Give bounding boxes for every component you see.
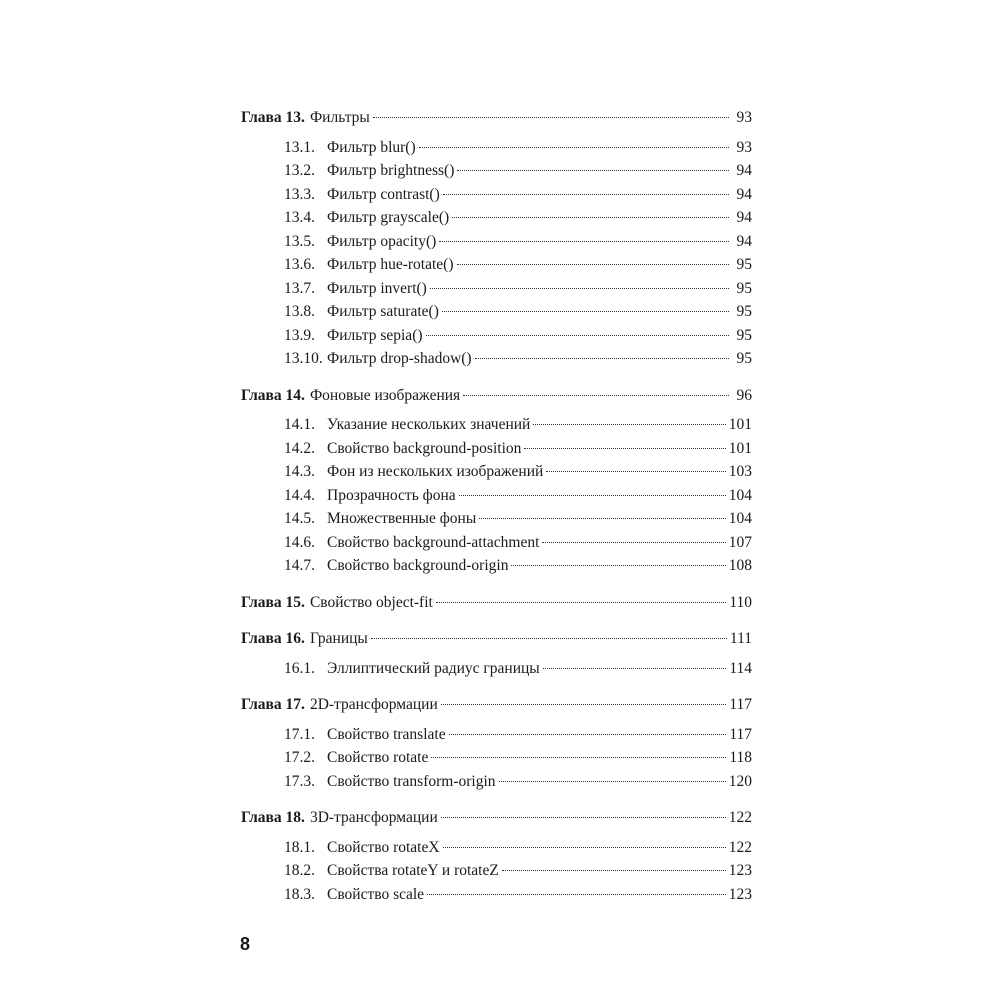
chapter-label: Глава 13. — [241, 109, 305, 126]
section-list — [241, 651, 752, 681]
dot-leader — [499, 781, 726, 782]
dot-leader — [457, 264, 730, 265]
section-number: 13.1. — [284, 138, 315, 156]
dot-leader — [533, 424, 725, 425]
section-heading — [284, 413, 530, 437]
section-page-number: 93 — [736, 138, 752, 156]
section-title: Свойства rotateY и rotateZ — [327, 862, 499, 879]
section-entry — [241, 657, 752, 681]
section-page-number: 95 — [736, 350, 752, 367]
section-heading — [284, 657, 540, 681]
section-entry — [241, 183, 752, 207]
chapter-title: 3D-трансформации — [309, 809, 438, 826]
section-heading — [284, 206, 449, 230]
section-heading — [284, 484, 456, 508]
section-title: Множественные фоны — [327, 510, 477, 527]
dot-leader — [443, 194, 729, 195]
section-page-number: 123 — [728, 885, 752, 903]
section-title: Свойство transform-origin — [327, 772, 496, 790]
section-page-number: 122 — [728, 838, 752, 856]
section-number: 18.2. — [284, 862, 315, 879]
section-title: Фильтр blur() — [327, 138, 416, 156]
page-number: 8 — [240, 934, 251, 954]
dot-leader — [427, 894, 726, 895]
section-number: 14.2. — [284, 439, 315, 457]
section-entry — [241, 484, 752, 508]
section-entry — [241, 723, 752, 747]
dot-leader — [371, 638, 727, 639]
section-entry — [241, 253, 752, 277]
section-entry — [241, 531, 752, 555]
section-number: 18.1. — [284, 838, 315, 856]
section-heading — [284, 859, 499, 883]
chapter-heading — [241, 806, 438, 830]
section-number: 14.6. — [284, 533, 315, 551]
section-list — [241, 717, 752, 794]
dot-leader — [439, 241, 729, 242]
section-title: Свойство scale — [327, 885, 425, 903]
chapter-heading — [241, 591, 433, 615]
section-title: Свойство background-position — [327, 439, 522, 457]
section-number: 13.5. — [284, 232, 315, 250]
section-entry — [241, 230, 752, 254]
section-title: Фильтр opacity() — [327, 232, 437, 250]
dot-leader — [511, 565, 725, 566]
dot-leader — [419, 147, 729, 148]
section-entry — [241, 136, 752, 160]
section-heading — [284, 460, 543, 484]
chapter-entry — [241, 627, 752, 651]
section-entry — [241, 437, 752, 461]
chapter-page-number: 110 — [729, 593, 752, 611]
chapter-block — [241, 384, 752, 578]
section-title: Фильтр invert() — [327, 279, 427, 297]
section-entry — [241, 770, 752, 794]
dot-leader — [449, 734, 727, 735]
section-number: 13.7. — [284, 279, 315, 297]
chapter-page-number: 96 — [736, 386, 752, 404]
section-title: Свойство rotate — [327, 749, 429, 766]
section-entry — [241, 836, 752, 860]
dot-leader — [524, 448, 725, 449]
section-title: Свойство background-origin — [327, 557, 509, 574]
section-number: 14.4. — [284, 486, 315, 504]
section-heading — [284, 746, 428, 770]
section-number: 14.7. — [284, 557, 315, 574]
section-number: 13.2. — [284, 162, 315, 179]
chapter-entry — [241, 591, 752, 615]
section-page-number: 103 — [728, 463, 752, 480]
section-number: 16.1. — [284, 659, 315, 677]
section-entry — [241, 883, 752, 907]
chapter-page-number: 122 — [728, 809, 752, 826]
section-entry — [241, 859, 752, 883]
dot-leader — [443, 847, 726, 848]
section-entry — [241, 460, 752, 484]
chapter-title: Свойство object-fit — [309, 593, 433, 611]
table-of-contents — [241, 106, 752, 906]
section-number: 17.2. — [284, 749, 315, 766]
section-entry — [241, 324, 752, 348]
section-page-number: 104 — [728, 510, 752, 527]
section-page-number: 120 — [728, 772, 752, 790]
section-entry — [241, 507, 752, 531]
section-heading — [284, 883, 424, 907]
section-heading — [284, 347, 472, 371]
section-heading — [284, 554, 508, 578]
dot-leader — [441, 817, 726, 818]
dot-leader — [479, 518, 726, 519]
section-list — [241, 407, 752, 578]
section-entry — [241, 277, 752, 301]
section-page-number: 94 — [736, 185, 752, 203]
chapter-block — [241, 806, 752, 906]
section-title: Фон из нескольких изображений — [327, 463, 544, 480]
section-entry — [241, 206, 752, 230]
dot-leader — [463, 395, 729, 396]
dot-leader — [459, 495, 726, 496]
section-number: 13.10. — [284, 350, 323, 367]
section-list — [241, 130, 752, 371]
chapter-block — [241, 693, 752, 793]
section-page-number: 101 — [728, 416, 752, 433]
section-title: Фильтр contrast() — [327, 185, 440, 203]
section-entry — [241, 159, 752, 183]
chapter-heading — [241, 106, 370, 130]
dot-leader — [436, 602, 726, 603]
section-number: 13.3. — [284, 185, 315, 203]
chapter-block — [241, 106, 752, 371]
chapter-title: Границы — [309, 630, 368, 647]
chapter-entry — [241, 106, 752, 130]
dot-leader — [502, 870, 726, 871]
section-page-number: 118 — [729, 749, 752, 766]
section-heading — [284, 437, 521, 461]
chapter-block — [241, 591, 752, 615]
dot-leader — [546, 471, 725, 472]
section-number: 17.3. — [284, 772, 315, 790]
dot-leader — [441, 704, 727, 705]
section-page-number: 95 — [736, 303, 752, 320]
section-heading — [284, 723, 446, 747]
section-heading — [284, 230, 436, 254]
section-heading — [284, 300, 439, 324]
chapter-label: Глава 15. — [241, 593, 305, 611]
section-title: Фильтр brightness() — [327, 162, 455, 179]
section-title: Фильтр drop-shadow() — [327, 350, 472, 367]
chapter-title: 2D-трансформации — [309, 696, 438, 713]
section-heading — [284, 183, 440, 207]
dot-leader — [426, 335, 729, 336]
chapter-label: Глава 18. — [241, 809, 305, 826]
section-heading — [284, 507, 476, 531]
section-entry — [241, 300, 752, 324]
section-heading — [284, 531, 539, 555]
section-number: 13.6. — [284, 256, 315, 273]
chapter-heading — [241, 627, 368, 651]
section-number: 14.3. — [284, 463, 315, 480]
section-page-number: 123 — [728, 862, 752, 879]
section-title: Прозрачность фона — [327, 486, 456, 504]
section-title: Эллиптический радиус границы — [327, 659, 540, 677]
section-title: Свойство translate — [327, 725, 446, 743]
section-number: 18.3. — [284, 885, 315, 903]
section-heading — [284, 836, 440, 860]
section-title: Фильтр sepia() — [327, 326, 423, 344]
section-number: 14.5. — [284, 510, 315, 527]
dot-leader — [542, 542, 725, 543]
section-title: Фильтр hue-rotate() — [327, 256, 454, 273]
dot-leader — [442, 311, 729, 312]
section-page-number: 114 — [729, 659, 752, 677]
chapter-label: Глава 14. — [241, 386, 305, 404]
chapter-title: Фильтры — [309, 109, 370, 126]
section-page-number: 94 — [736, 209, 752, 226]
dot-leader — [452, 217, 729, 218]
section-page-number: 95 — [736, 279, 752, 297]
section-title: Фильтр saturate() — [327, 303, 439, 320]
section-heading — [284, 324, 423, 348]
section-number: 13.4. — [284, 209, 315, 226]
section-heading — [284, 253, 454, 277]
dot-leader — [430, 288, 729, 289]
section-title: Указание нескольких значений — [327, 416, 531, 433]
section-page-number: 117 — [729, 725, 752, 743]
section-title: Фильтр grayscale() — [327, 209, 450, 226]
chapter-entry — [241, 384, 752, 408]
chapter-label: Глава 16. — [241, 630, 305, 647]
section-title: Свойство rotateX — [327, 838, 440, 856]
chapter-entry — [241, 693, 752, 717]
section-page-number: 104 — [728, 486, 752, 504]
dot-leader — [431, 757, 726, 758]
dot-leader — [457, 170, 729, 171]
section-number: 13.8. — [284, 303, 315, 320]
section-title: Свойство background-attachment — [327, 533, 540, 551]
section-page-number: 108 — [728, 557, 752, 574]
section-heading — [284, 770, 496, 794]
section-entry — [241, 413, 752, 437]
section-page-number: 107 — [728, 533, 752, 551]
dot-leader — [373, 117, 729, 118]
section-entry — [241, 746, 752, 770]
chapter-heading — [241, 384, 460, 408]
chapter-block — [241, 627, 752, 680]
chapter-page-number: 111 — [729, 630, 752, 647]
section-entry — [241, 347, 752, 371]
chapter-title: Фоновые изображения — [309, 386, 461, 404]
section-list — [241, 830, 752, 907]
chapter-heading — [241, 693, 438, 717]
section-page-number: 94 — [736, 232, 752, 250]
dot-leader — [543, 668, 727, 669]
chapter-page-number: 117 — [729, 696, 752, 713]
section-number: 13.9. — [284, 326, 315, 344]
chapter-page-number: 93 — [736, 109, 752, 126]
chapter-entry — [241, 806, 752, 830]
section-number: 17.1. — [284, 725, 315, 743]
section-page-number: 94 — [736, 162, 752, 179]
section-number: 14.1. — [284, 416, 315, 433]
section-page-number: 101 — [728, 439, 752, 457]
section-entry — [241, 554, 752, 578]
section-heading — [284, 136, 416, 160]
section-page-number: 95 — [736, 256, 752, 273]
section-heading — [284, 277, 427, 301]
dot-leader — [475, 358, 729, 359]
section-heading — [284, 159, 454, 183]
chapter-label: Глава 17. — [241, 696, 305, 713]
section-page-number: 95 — [736, 326, 752, 344]
